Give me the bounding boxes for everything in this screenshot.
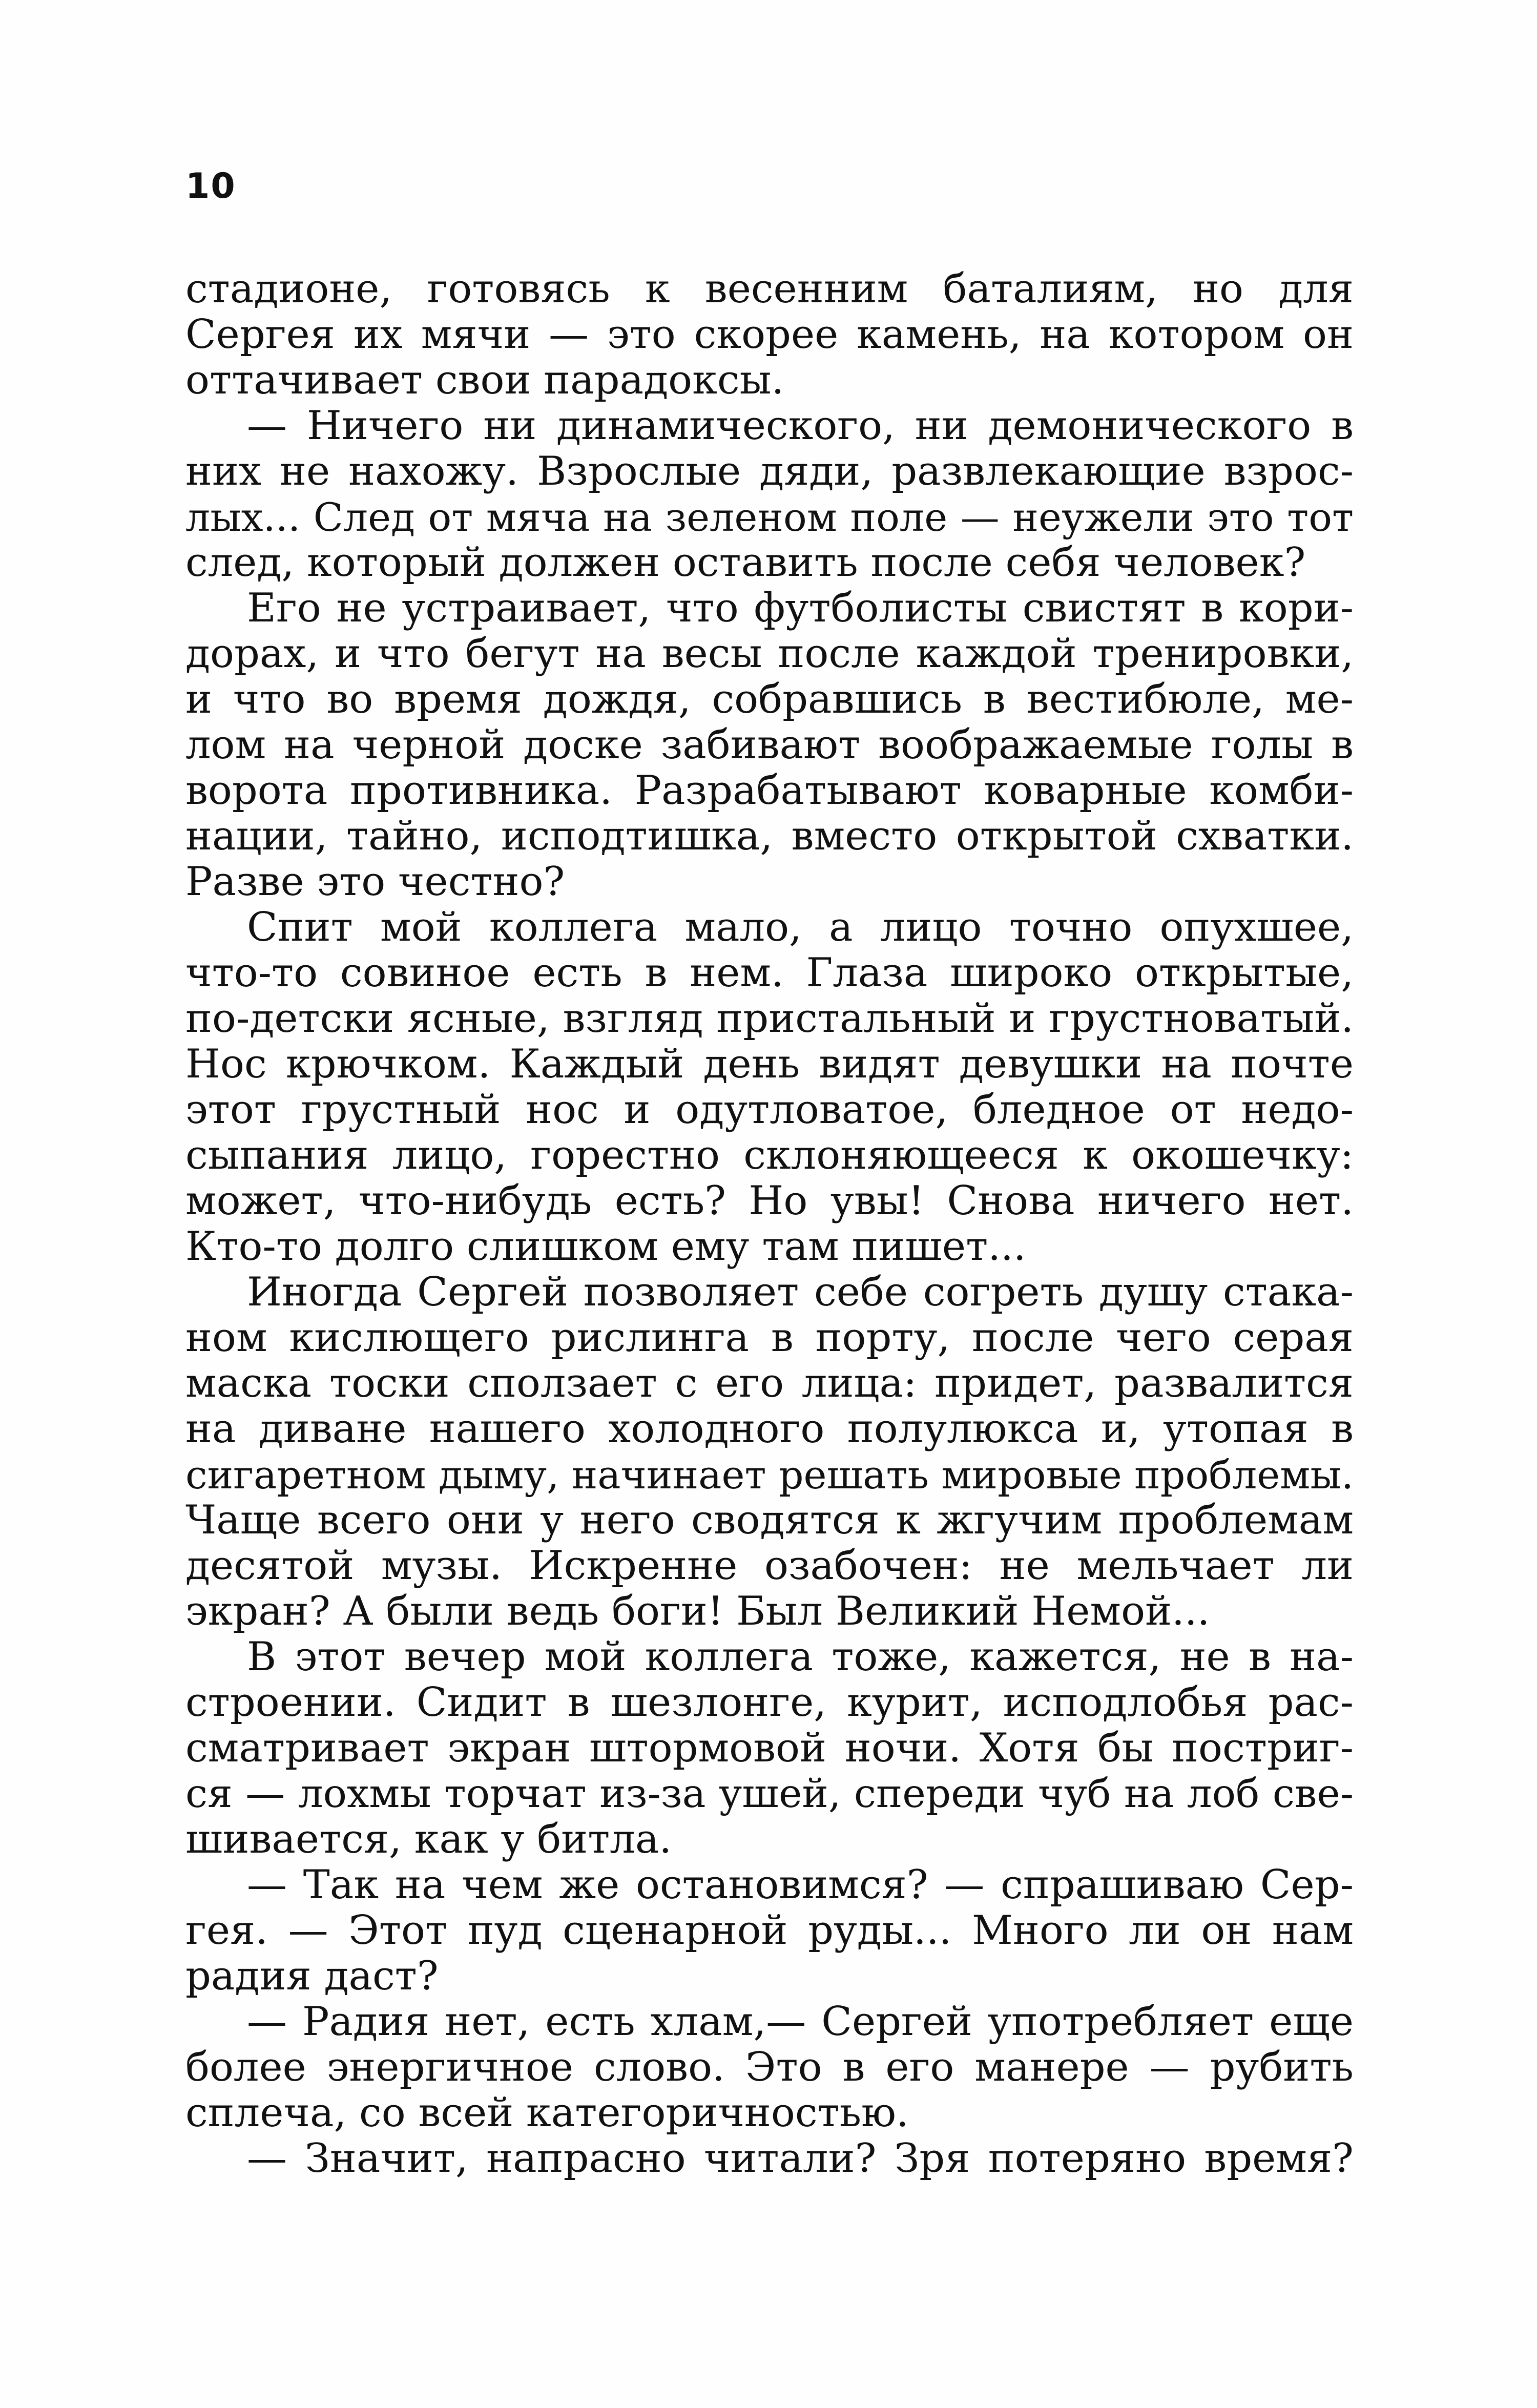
text-line: дорах, и что бегут на весы после каждой тренировки, <box>185 631 1354 677</box>
text-line: — Так на чем же остановимся? — спрашиваю Сер- <box>247 1862 1354 1908</box>
page-number: 10 <box>185 166 236 206</box>
text-line: сигаретном дыму, начинает решать мировые проблемы. <box>185 1452 1354 1498</box>
text-line: Нос крючком. Каждый день видят девушки на почте <box>185 1042 1354 1087</box>
text-line: ворота противника. Разрабатывают коварные комби- <box>185 768 1354 814</box>
text-line: — Радия нет, есть хлам,— Сергей употребляет еще <box>247 1999 1354 2045</box>
text-line: может, что-нибудь есть? Но увы! Снова ничего нет. <box>185 1178 1354 1224</box>
text-line: лых... След от мяча на зеленом поле — неужели это тот <box>185 494 1354 540</box>
text-line: нации, тайно, исподтишка, вместо открытой схватки. <box>185 814 1354 859</box>
body-text <box>185 266 1354 2182</box>
text-line: гея. — Этот пуд сценарной руды... Много ли он нам <box>185 1908 1354 1954</box>
text-line: них не нахожу. Взрослые дяди, развлекающие взрос- <box>185 449 1354 494</box>
text-line: радия даст? <box>185 1954 439 1999</box>
text-line: шивается, как у битла. <box>185 1817 672 1862</box>
text-line: и что во время дождя, собравшись в вестибюле, ме- <box>185 677 1354 722</box>
text-line: след, который должен оставить после себя человек? <box>185 540 1306 586</box>
text-line: стадионе, готовясь к весенним баталиям, но для <box>185 266 1354 312</box>
text-line: экран? А были ведь боги! Был Великий Немой... <box>185 1589 1210 1634</box>
text-line: сплеча, со всей категоричностью. <box>185 2090 909 2136</box>
text-line: — Значит, напрасно читали? Зря потеряно время? <box>247 2136 1354 2182</box>
text-line: строении. Сидит в шезлонге, курит, исподлобья рас- <box>185 1680 1354 1726</box>
text-line: Иногда Сергей позволяет себе согреть душу стака- <box>247 1270 1354 1315</box>
text-line: ном кислющего рислинга в порту, после чего серая <box>185 1315 1354 1361</box>
text-line: ся — лохмы торчат из-за ушей, спереди чуб на лоб све- <box>185 1771 1354 1817</box>
text-line: на диване нашего холодного полулюкса и, утопая в <box>185 1406 1354 1452</box>
text-line: Чаще всего они у него сводятся к жгучим проблемам <box>185 1498 1354 1543</box>
text-line: оттачивает свои парадоксы. <box>185 358 784 403</box>
text-line: маска тоски сползает с его лица: придет, развалится <box>185 1361 1354 1406</box>
text-line: сыпания лицо, горестно склоняющееся к окошечку: <box>185 1133 1354 1178</box>
text-line: этот грустный нос и одутловатое, бледное от недо- <box>185 1087 1354 1133</box>
text-line: что-то совиное есть в нем. Глаза широко открытые, <box>185 950 1354 996</box>
text-line: Спит мой коллега мало, а лицо точно опухшее, <box>247 905 1354 950</box>
text-line: более энергичное слово. Это в его манере — рубить <box>185 2045 1354 2090</box>
text-line: лом на черной доске забивают воображаемые голы в <box>185 722 1354 768</box>
text-line: по-детски ясные, взгляд пристальный и грустноватый. <box>185 996 1354 1042</box>
text-line: Сергея их мячи — это скорее камень, на котором он <box>185 312 1354 358</box>
text-line: Разве это честно? <box>185 859 565 905</box>
text-line: десятой музы. Искренне озабочен: не мельчает ли <box>185 1543 1354 1589</box>
text-line: Его не устраивает, что футболисты свистят в кори- <box>247 586 1354 631</box>
text-line: — Ничего ни динамического, ни демонического в <box>247 403 1354 449</box>
text-line: сматривает экран штормовой ночи. Хотя бы постриг- <box>185 1726 1354 1771</box>
text-line: В этот вечер мой коллега тоже, кажется, не в на- <box>247 1634 1354 1680</box>
text-line: Кто-то долго слишком ему там пишет... <box>185 1224 1026 1270</box>
